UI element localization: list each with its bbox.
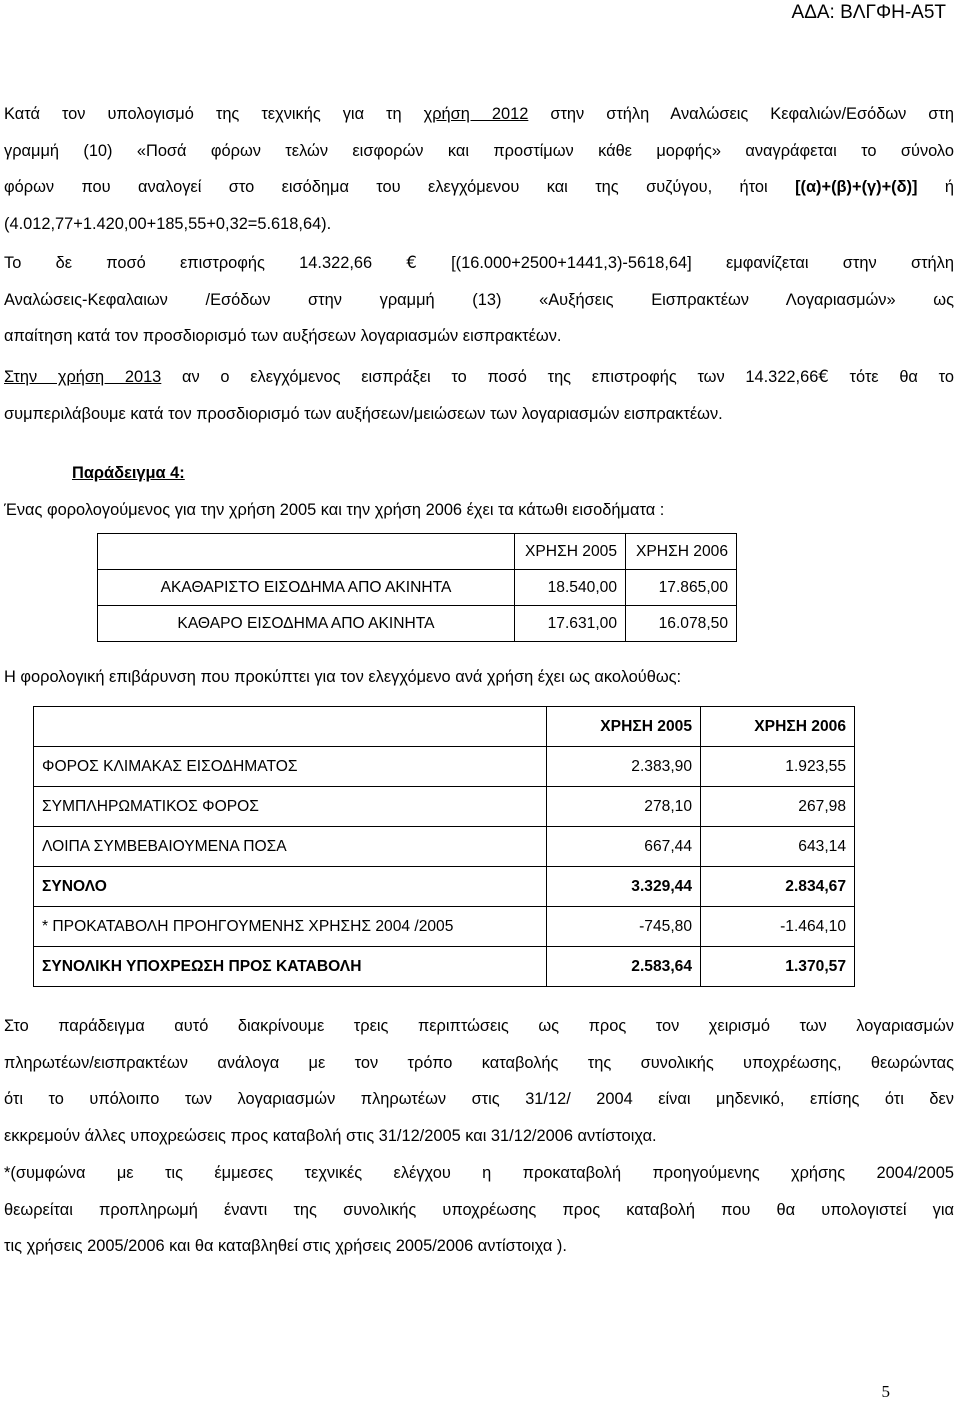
table-row xyxy=(34,827,855,867)
table-cell: 267,98 xyxy=(701,787,855,827)
page-number: 5 xyxy=(881,1382,890,1401)
table-row xyxy=(34,787,855,827)
table-cell: ΚΑΘΑΡΟ ΕΙΣΟΔΗΜΑ ΑΠΟ ΑΚΙΝΗΤΑ xyxy=(98,606,515,642)
table-cell: 17.631,00 xyxy=(515,606,626,642)
table-header-row xyxy=(34,707,855,747)
burden-intro: Η φορολογική επιβάρυνση που προκύπτει για τον ελεγχόμενο ανά χρήση έχει ως ακολούθως: xyxy=(4,668,682,686)
example-intro: Ένας φορολογούμενος για την χρήση 2005 και την χρήση 2006 έχει τα κάτωθι εισοδήματα : xyxy=(4,501,665,519)
example-heading: Παράδειγμα 4: xyxy=(72,464,185,482)
table-cell: 1.923,55 xyxy=(701,747,855,787)
paragraph-2 xyxy=(4,245,954,355)
table-cell: 667,44 xyxy=(547,827,701,867)
table-header-cell: ΧΡΗΣΗ 2005 xyxy=(547,707,701,747)
euro-sign: € xyxy=(818,367,829,386)
paragraph-line: Αναλώσεις-Κεφαλαιων /Εσόδων στην γραμμή (13) «Αυξήσεις Εισπρακτέων Λογαριασμών» ως xyxy=(4,290,954,309)
table-cell: 17.865,00 xyxy=(626,570,737,606)
euro-sign: € xyxy=(406,253,417,272)
paragraph-line: (4.012,77+1.420,00+185,55+0,32=5.618,64). xyxy=(4,214,332,233)
table-row-total xyxy=(34,867,855,907)
paragraph-1 xyxy=(4,96,954,242)
table-header-cell xyxy=(34,707,547,747)
paragraph-line: ότι το υπόλοιπο των λογαριασμών πληρωτέων στις 31/12/ 2004 είναι μηδενικό, επίσης ότι δεν xyxy=(4,1090,954,1108)
table-cell: 643,14 xyxy=(701,827,855,867)
paragraph-line: απαίτηση κατά τον προσδιορισμό των αυξήσεων λογαριασμών εισπρακτέων. xyxy=(4,327,562,345)
table-header-row xyxy=(98,534,737,570)
table-cell: 16.078,50 xyxy=(626,606,737,642)
table-cell: ΣΥΜΠΛΗΡΩΜΑΤΙΚΟΣ ΦΟΡΟΣ xyxy=(34,787,547,827)
table-row-grand-total xyxy=(34,947,855,987)
table-cell: ΣΥΝΟΛΙΚΗ ΥΠΟΧΡΕΩΣΗ ΠΡΟΣ ΚΑΤΑΒΟΛΗ xyxy=(34,947,547,987)
paragraph-3 xyxy=(4,359,954,432)
table-cell: * ΠΡΟΚΑΤΑΒΟΛΗ ΠΡΟΗΓΟΥΜΕΝΗΣ ΧΡΗΣΗΣ 2004 /2005 xyxy=(34,907,547,947)
table-header-cell: ΧΡΗΣΗ 2006 xyxy=(626,534,737,570)
table-header-cell: ΧΡΗΣΗ 2006 xyxy=(701,707,855,747)
table-cell: 18.540,00 xyxy=(515,570,626,606)
paragraph-line: *(συμφώνα με τις έμμεσες τεχνικές ελέγχου η προκαταβολή προηγούμενης χρήσης 2004/2005 xyxy=(4,1164,954,1182)
paragraph-line: φόρων που αναλογεί στο εισόδημα του ελεγχόμενου και της συζύγου, ήτοι [(α)+(β)+(γ)+(δ)] ή xyxy=(4,178,955,196)
table-cell: 2.383,90 xyxy=(547,747,701,787)
paragraph-line: Στην χρήση 2013 αν ο ελεγχόμενος εισπράξει το ποσό της επιστροφής των 14.322,66€ τότε θα το xyxy=(4,367,954,386)
paragraph-line: Το δε ποσό επιστροφής 14.322,66 € [(16.000+2500+1441,3)-5618,64] εμφανίζεται στην στήλη xyxy=(4,253,954,272)
table-row xyxy=(98,570,737,606)
table-cell: 2.834,67 xyxy=(701,867,855,907)
tax-burden-table xyxy=(33,706,855,987)
paragraph-line: συμπεριλάβουμε κατά τον προσδιορισμό των αυξήσεων/μειώσεων των λογαριασμών εισπρακτέων. xyxy=(4,404,723,423)
paragraph-line: εκκρεμούν άλλες υποχρεώσεις προς καταβολή στις 31/12/2005 και 31/12/2006 αντίστοιχα. xyxy=(4,1126,657,1145)
table-cell: ΛΟΙΠΑ ΣΥΜΒΕΒΑΙΟΥΜΕΝΑ ΠΟΣΑ xyxy=(34,827,547,867)
table-row xyxy=(34,907,855,947)
paragraph-line: τις χρήσεις 2005/2006 και θα καταβληθεί στις χρήσεις 2005/2006 αντίστοιχα ). xyxy=(4,1237,567,1255)
table-row xyxy=(98,606,737,642)
table-cell: ΑΚΑΘΑΡΙΣΤΟ ΕΙΣΟΔΗΜΑ ΑΠΟ ΑΚΙΝΗΤΑ xyxy=(98,570,515,606)
paragraph-line: Κατά τον υπολογισμό της τεχνικής για τη χρήση 2012 στην στήλη Αναλώσεις Κεφαλιών/Εσόδων στη xyxy=(4,105,955,123)
document-code: ΑΔΑ: ΒΛΓΦΗ-Α5Τ xyxy=(791,2,946,23)
table-cell: 1.370,57 xyxy=(701,947,855,987)
table-cell: ΣΥΝΟΛΟ xyxy=(34,867,547,907)
table-cell: 278,10 xyxy=(547,787,701,827)
paragraph-line: Στο παράδειγμα αυτό διακρίνουμε τρεις περιπτώσεις ως προς τον χειρισμό των λογαριασμών xyxy=(4,1017,954,1035)
table-cell: -745,80 xyxy=(547,907,701,947)
table-header-cell: ΧΡΗΣΗ 2005 xyxy=(515,534,626,570)
table-cell: 2.583,64 xyxy=(547,947,701,987)
table-cell: ΦΟΡΟΣ ΚΛΙΜΑΚΑΣ ΕΙΣΟΔΗΜΑΤΟΣ xyxy=(34,747,547,787)
paragraph-line: γραμμή (10) «Ποσά φόρων τελών εισφορών και προστίμων κάθε μορφής» αναγράφεται το σύνολο xyxy=(4,141,954,160)
paragraph-5 xyxy=(4,1155,954,1265)
paragraph-line: πληρωτέων/εισπρακτέων ανάλογα με τον τρόπο καταβολής της συνολικής υποχρέωσης, θεωρώντας xyxy=(4,1053,954,1072)
paragraph-line: θεωρείται προπληρωμή έναντι της συνολικής υποχρέωσης προς καταβολή που θα υπολογιστεί για xyxy=(4,1200,954,1219)
paragraph-4 xyxy=(4,1008,954,1154)
income-table xyxy=(97,533,737,642)
table-header-cell xyxy=(98,534,515,570)
table-cell: -1.464,10 xyxy=(701,907,855,947)
table-row xyxy=(34,747,855,787)
table-cell: 3.329,44 xyxy=(547,867,701,907)
